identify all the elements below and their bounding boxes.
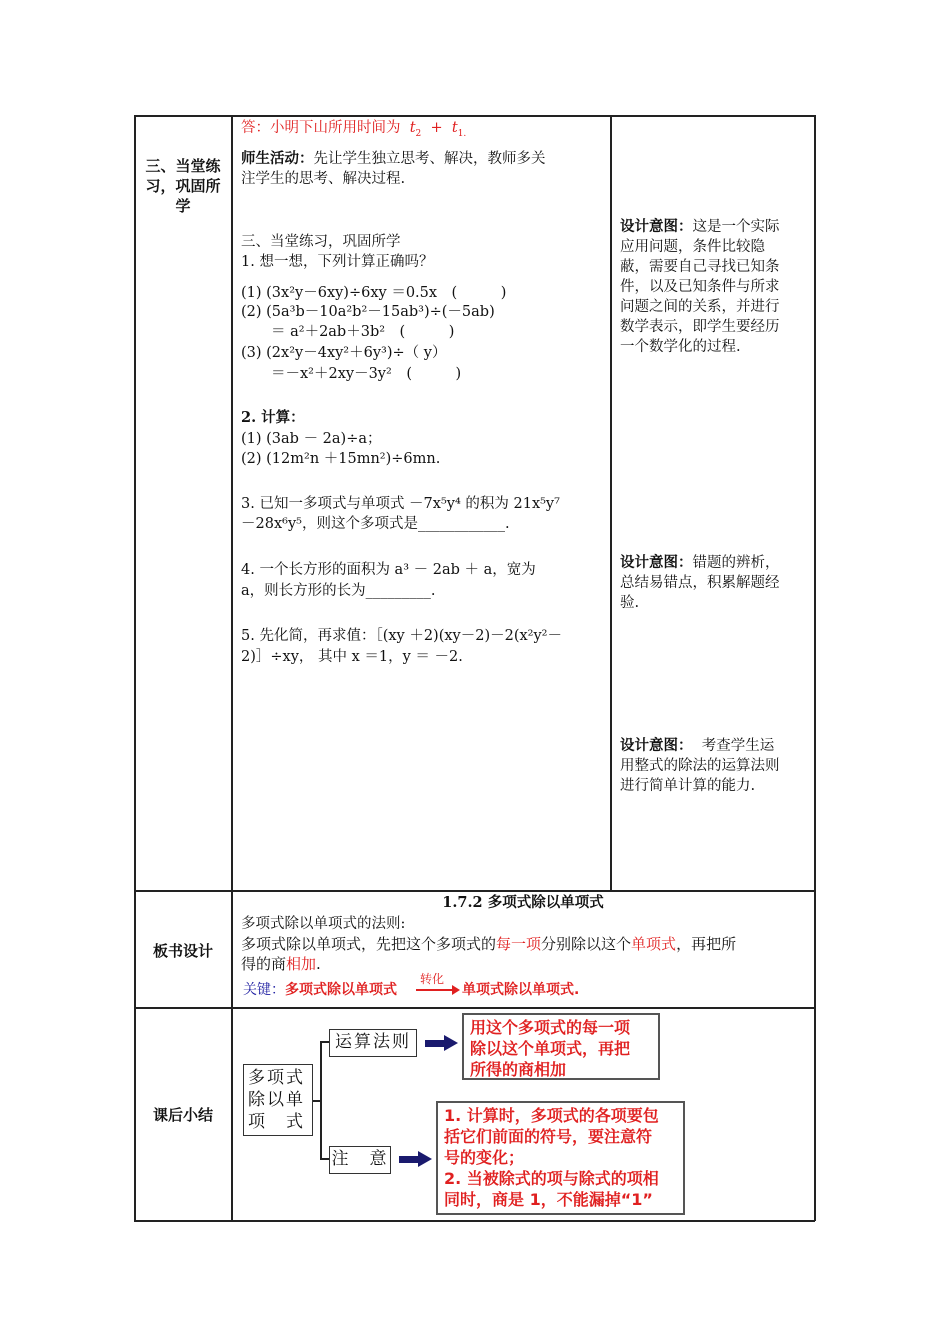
q1-item-2: (2) (5a³b－10a²b²－15ab³)÷(－5ab) xyxy=(241,304,495,320)
design-intent-3: 设计意图： 考查学生运 用整式的除法的运算法则 进行简单计算的能力. xyxy=(620,737,780,794)
note-arrow-shaft xyxy=(399,1156,419,1163)
section-title: 三、当堂练习，巩固所学 xyxy=(241,234,401,250)
activity-line-1: 师生活动：先让学生独立思考、解决，教师多关 xyxy=(241,150,546,167)
bracket-vertical xyxy=(320,1041,322,1159)
q1-item-3-result: ＝－x²＋2xy－3y² ( ) xyxy=(271,366,462,382)
q1-item-3: (3) (2x²y－4xy²＋6y³)÷（ y） xyxy=(241,345,447,361)
table-row-divider-2 xyxy=(134,1007,815,1009)
q4-line-1: 4. 一个长方形的面积为 a³ － 2ab ＋ a，宽为 xyxy=(241,562,536,578)
summary-rule-box: 运算法则 xyxy=(329,1029,417,1057)
key-arrow-head-icon xyxy=(452,985,460,995)
rule-arrow-shaft xyxy=(425,1040,445,1047)
table-border-right xyxy=(814,115,816,1221)
q1-item-2-result: ＝ a²＋2ab＋3b² ( ) xyxy=(271,324,455,340)
q5-line-1: 5. 先化简，再求值：［(xy ＋2)(xy－2)－2(x²y²－ xyxy=(241,628,562,644)
q3-line-2: －28x⁶y⁵，则这个多项式是____________. xyxy=(241,516,510,532)
table-border-left xyxy=(134,115,136,1221)
rule-arrow-head-icon xyxy=(444,1035,458,1051)
summary-rule-text-box: 用这个多项式的每一项 除以这个单项式，再把 所得的商相加 xyxy=(462,1013,660,1080)
q3-line-1: 3. 已知一多项式与单项式 －7x⁵y⁴ 的积为 21x⁵y⁷ xyxy=(241,496,560,512)
note-arrow-head-icon xyxy=(418,1151,432,1167)
board-row-label: 板书设计 xyxy=(152,942,213,960)
q1-title: 1. 想一想，下列计算正确吗？ xyxy=(241,254,434,270)
summary-main-box: 多项式 除以单 项 式 xyxy=(243,1064,313,1136)
table-border-top xyxy=(134,115,815,117)
q2-item-2: (2) (12m²n ＋15mn²)÷6mn. xyxy=(241,451,441,467)
q5-line-2: 2)］÷xy， 其中 x ＝1，y ＝ －2. xyxy=(241,649,463,665)
board-rule-line-2: 得的商相加. xyxy=(241,955,321,973)
table-divider-col2 xyxy=(610,115,612,891)
table-divider-col1 xyxy=(231,115,233,1221)
practice-row-label: 三、当堂练习，巩固所学 xyxy=(145,157,221,215)
summary-note-text-box: 1. 计算时，多项式的各项要包 括它们前面的符号，要注意符 号的变化； 2. 当被除式的项与除式的项相 同时，商是 1，不能漏掉“1” xyxy=(436,1101,685,1215)
q2-title: 2. 计算： xyxy=(241,409,305,426)
board-rule-title: 多项式除以单项式的法则: xyxy=(241,916,406,932)
key-arrow-label: 转化 xyxy=(420,972,445,986)
board-title: 1.7.2 多项式除以单项式 xyxy=(442,894,604,911)
board-key-line: 关键：多项式除以单项式 xyxy=(243,982,397,998)
board-key-result: 单项式除以单项式. xyxy=(462,982,580,998)
design-intent-2: 设计意图：错题的辨析， 总结易错点，积累解题经 验. xyxy=(620,554,780,611)
q4-line-2: a，则长方形的长为_________. xyxy=(241,583,436,599)
activity-line-2: 注学生的思考、解决过程. xyxy=(241,171,406,187)
answer-line: 答：小明下山所用时间为 $t_2 + t_{1.}$ xyxy=(241,120,467,139)
board-rule-line-1: 多项式除以单项式，先把这个多项式的每一项分别除以这个单项式，再把所 xyxy=(241,935,737,953)
design-intent-1: 设计意图：这是一个实际 应用问题，条件比较隐 蔽，需要自己寻找已知条 件，以及已知条件与所求 问题之间的关系，并进行 数学表示，即学生要经历 一个数学化的过程. xyxy=(620,218,780,355)
table-border-bottom xyxy=(134,1220,815,1222)
table-row-divider-1 xyxy=(134,890,815,892)
key-arrow-line xyxy=(416,989,454,991)
q2-item-1: (1) (3ab － 2a)÷a； xyxy=(241,431,382,447)
summary-row-label: 课后小结 xyxy=(152,1106,213,1124)
summary-note-box: 注 意 xyxy=(329,1146,391,1174)
q1-item-1: (1) (3x²y－6xy)÷6xy ＝0.5x ( ) xyxy=(241,285,507,301)
